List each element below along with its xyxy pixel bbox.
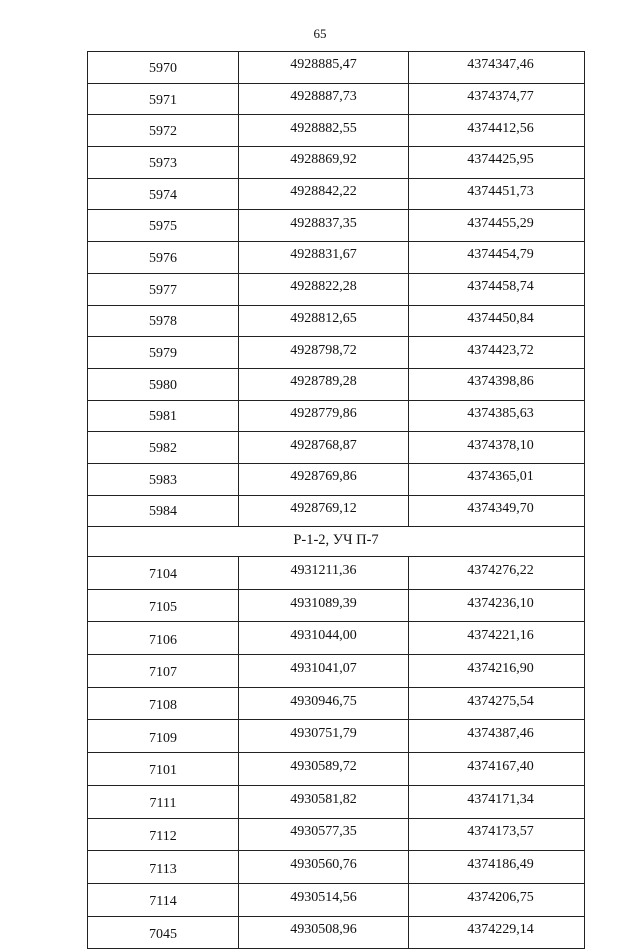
coordinate-x-cell: 4930589,72: [239, 753, 409, 786]
coordinate-x-cell: 4928789,28: [239, 368, 409, 400]
point-id-cell: 7045: [88, 916, 239, 949]
coordinate-y-cell: 4374186,49: [409, 851, 585, 884]
coordinate-y-cell: 4374450,84: [409, 305, 585, 337]
table-row: [88, 115, 585, 147]
coordinate-x-cell: 4928831,67: [239, 242, 409, 274]
point-id-cell: 7104: [88, 557, 239, 590]
table-row: [88, 368, 585, 400]
coordinate-x-cell: 4928869,92: [239, 147, 409, 179]
coordinate-y-cell: 4374275,54: [409, 687, 585, 720]
section-title: Р-1-2, УЧ П-7: [88, 527, 585, 557]
table-row: [88, 400, 585, 432]
coordinate-x-cell: 4930581,82: [239, 785, 409, 818]
point-id-cell: 7111: [88, 785, 239, 818]
coordinate-y-cell: 4374412,56: [409, 115, 585, 147]
coordinate-y-cell: 4374216,90: [409, 655, 585, 688]
coordinate-y-cell: 4374425,95: [409, 147, 585, 179]
coordinate-y-cell: 4374451,73: [409, 178, 585, 210]
table-row: [88, 785, 585, 818]
table-row: [88, 622, 585, 655]
coordinate-y-cell: 4374423,72: [409, 337, 585, 369]
table-row: [88, 52, 585, 84]
coordinate-y-cell: 4374454,79: [409, 242, 585, 274]
coordinate-x-cell: 4931041,07: [239, 655, 409, 688]
table-row: [88, 916, 585, 949]
coordinate-y-cell: 4374206,75: [409, 883, 585, 916]
coordinates-table-body: [88, 52, 585, 949]
point-id-cell: 7109: [88, 720, 239, 753]
point-id-cell: 5972: [88, 115, 239, 147]
point-id-cell: 7113: [88, 851, 239, 884]
table-row: [88, 883, 585, 916]
point-id-cell: 7107: [88, 655, 239, 688]
coordinate-y-cell: 4374387,46: [409, 720, 585, 753]
table-row: [88, 687, 585, 720]
table-row: [88, 147, 585, 179]
coordinate-y-cell: 4374385,63: [409, 400, 585, 432]
coordinate-y-cell: 4374455,29: [409, 210, 585, 242]
table-row: [88, 557, 585, 590]
coordinate-y-cell: 4374349,70: [409, 495, 585, 527]
table-row: [88, 655, 585, 688]
table-row: [88, 851, 585, 884]
coordinate-x-cell: 4928882,55: [239, 115, 409, 147]
point-id-cell: 7114: [88, 883, 239, 916]
coordinate-x-cell: 4931211,36: [239, 557, 409, 590]
point-id-cell: 7105: [88, 589, 239, 622]
point-id-cell: 5977: [88, 273, 239, 305]
point-id-cell: 7108: [88, 687, 239, 720]
section-title-row: [88, 527, 585, 557]
point-id-cell: 7101: [88, 753, 239, 786]
coordinate-x-cell: 4930560,76: [239, 851, 409, 884]
coordinate-y-cell: 4374171,34: [409, 785, 585, 818]
table-row: [88, 432, 585, 464]
point-id-cell: 5970: [88, 52, 239, 84]
coordinate-x-cell: 4931089,39: [239, 589, 409, 622]
coordinate-x-cell: 4928779,86: [239, 400, 409, 432]
coordinate-x-cell: 4928822,28: [239, 273, 409, 305]
table-row: [88, 83, 585, 115]
point-id-cell: 5982: [88, 432, 239, 464]
point-id-cell: 5979: [88, 337, 239, 369]
coordinate-x-cell: 4930577,35: [239, 818, 409, 851]
coordinate-y-cell: 4374347,46: [409, 52, 585, 84]
coordinate-x-cell: 4928769,12: [239, 495, 409, 527]
point-id-cell: 5976: [88, 242, 239, 274]
coordinate-x-cell: 4928885,47: [239, 52, 409, 84]
coordinate-y-cell: 4374378,10: [409, 432, 585, 464]
coordinate-y-cell: 4374173,57: [409, 818, 585, 851]
point-id-cell: 5978: [88, 305, 239, 337]
coordinate-y-cell: 4374221,16: [409, 622, 585, 655]
point-id-cell: 5981: [88, 400, 239, 432]
coordinate-x-cell: 4928798,72: [239, 337, 409, 369]
coordinate-y-cell: 4374398,86: [409, 368, 585, 400]
table-row: [88, 305, 585, 337]
table-row: [88, 242, 585, 274]
coordinate-y-cell: 4374374,77: [409, 83, 585, 115]
point-id-cell: 7106: [88, 622, 239, 655]
coordinate-x-cell: 4928837,35: [239, 210, 409, 242]
point-id-cell: 5974: [88, 178, 239, 210]
coordinate-x-cell: 4930751,79: [239, 720, 409, 753]
point-id-cell: 5973: [88, 147, 239, 179]
point-id-cell: 5983: [88, 463, 239, 495]
table-row: [88, 495, 585, 527]
coordinate-x-cell: 4931044,00: [239, 622, 409, 655]
table-row: [88, 463, 585, 495]
coordinate-x-cell: 4928887,73: [239, 83, 409, 115]
point-id-cell: 5971: [88, 83, 239, 115]
coordinate-y-cell: 4374365,01: [409, 463, 585, 495]
point-id-cell: 7112: [88, 818, 239, 851]
point-id-cell: 5980: [88, 368, 239, 400]
coordinate-y-cell: 4374236,10: [409, 589, 585, 622]
table-row: [88, 720, 585, 753]
point-id-cell: 5975: [88, 210, 239, 242]
coordinate-y-cell: 4374276,22: [409, 557, 585, 590]
table-row: [88, 178, 585, 210]
table-row: [88, 337, 585, 369]
coordinate-x-cell: 4930514,56: [239, 883, 409, 916]
table-row: [88, 589, 585, 622]
table-row: [88, 210, 585, 242]
coordinate-y-cell: 4374229,14: [409, 916, 585, 949]
coordinate-y-cell: 4374167,40: [409, 753, 585, 786]
coordinate-y-cell: 4374458,74: [409, 273, 585, 305]
coordinate-x-cell: 4928842,22: [239, 178, 409, 210]
point-id-cell: 5984: [88, 495, 239, 527]
coordinates-table: [87, 51, 585, 949]
table-row: [88, 818, 585, 851]
coordinate-x-cell: 4928769,86: [239, 463, 409, 495]
coordinate-x-cell: 4930946,75: [239, 687, 409, 720]
table-row: [88, 273, 585, 305]
coordinate-x-cell: 4928812,65: [239, 305, 409, 337]
table-row: [88, 753, 585, 786]
page-number: 65: [313, 26, 327, 41]
coordinate-x-cell: 4930508,96: [239, 916, 409, 949]
coordinate-x-cell: 4928768,87: [239, 432, 409, 464]
